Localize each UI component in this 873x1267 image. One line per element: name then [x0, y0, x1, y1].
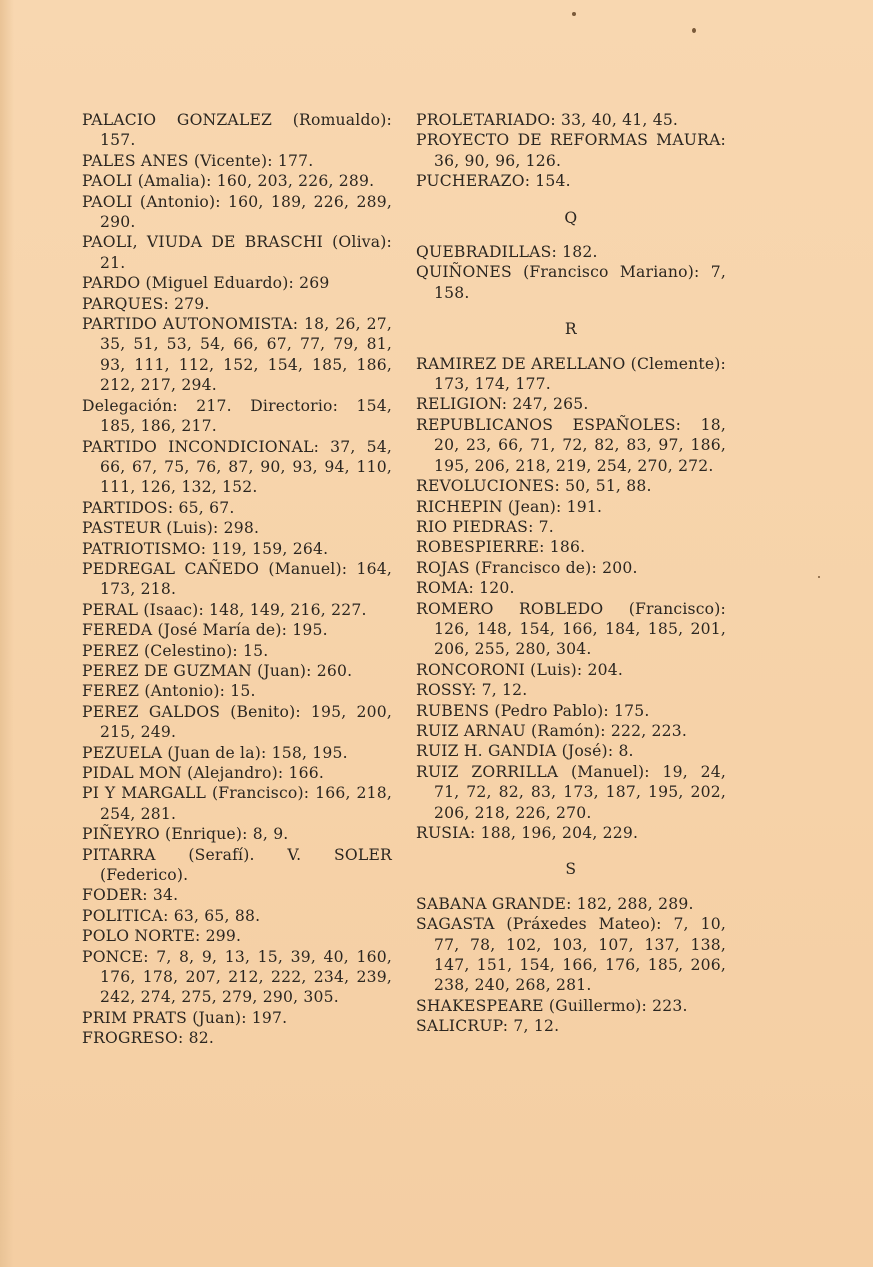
index-entry: RELIGION: 247, 265. — [416, 395, 589, 414]
section-letter-r: R — [564, 320, 578, 339]
index-entry: PARTIDO INCONDICIONAL: 37, 54, 66, 67, 75, 76, 87, 90, 93, 94, 110, 111, 126, 132, 152. — [82, 437, 392, 497]
index-entry: PERAL (Isaac): 148, 149, 216, 227. — [82, 600, 367, 619]
index-entry: ROMERO ROBLEDO (Francisco): 126, 148, 154, 166, 184, 185, 201, 206, 255, 280, 304. — [416, 599, 726, 659]
index-entry: PALES ANES (Vicente): 177. — [82, 151, 314, 170]
index-entry: PEREZ GALDOS (Benito): 195, 200, 215, 249. — [82, 702, 392, 742]
index-entry: REPUBLICANOS ESPAÑOLES: 18, 20, 23, 66, 71, 72, 82, 83, 97, 186, 195, 206, 218, 219, 254, 270, 272. — [416, 415, 726, 475]
index-entry: RUIZ ARNAU (Ramón): 222, 223. — [416, 721, 688, 740]
index-entry: POLITICA: 63, 65, 88. — [82, 906, 261, 925]
index-entry: PASTEUR (Luis): 298. — [82, 519, 260, 538]
index-entry: PEZUELA (Juan de la): 158, 195. — [82, 743, 348, 762]
index-entry: FEREZ (Antonio): 15. — [82, 682, 256, 701]
index-entry: SAGASTA (Práxedes Mateo): 7, 10, 77, 78, 102, 103, 107, 137, 138, 147, 151, 154, 166, 176, 185, 206, 238, 240, 268, 281. — [416, 915, 726, 995]
index-entry: PEREZ DE GUZMAN (Juan): 260. — [82, 661, 353, 680]
index-entry: RIO PIEDRAS: 7. — [416, 517, 554, 536]
index-entry: RONCORONI (Luis): 204. — [416, 660, 624, 679]
index-entry: RUBENS (Pedro Pablo): 175. — [416, 701, 650, 720]
index-entry: PARTIDO AUTONOMISTA: 18, 26, 27, 35, 51, 53, 54, 66, 67, 77, 79, 81, 93, 111, 112, 152, 154, 185, 186, 212, 217, 294. — [82, 315, 392, 395]
index-subentry: Delegación: 217. Directorio: 154, 185, 186, 217. — [82, 396, 392, 436]
index-entry: PARQUES: 279. — [82, 294, 210, 313]
index-entry: POLO NORTE: 299. — [82, 927, 242, 946]
paper-speck — [572, 12, 576, 16]
index-entry: RICHEPIN (Jean): 191. — [416, 497, 603, 516]
index-entry: PRIM PRATS (Juan): 197. — [82, 1008, 288, 1027]
index-entry: SHAKESPEARE (Guillermo): 223. — [416, 996, 688, 1015]
index-entry: PITARRA (Serafí). V. SOLER (Federico). — [82, 845, 392, 885]
index-entry: REVOLUCIONES: 50, 51, 88. — [416, 477, 652, 496]
index-entry: ROJAS (Francisco de): 200. — [416, 558, 638, 577]
section-letter-q: Q — [564, 208, 578, 227]
index-entry: RUIZ ZORRILLA (Manuel): 19, 24, 71, 72, 82, 83, 173, 187, 195, 202, 206, 218, 226, 270. — [416, 762, 726, 822]
index-entry: PEREZ (Celestino): 15. — [82, 641, 269, 660]
section-letter-s: S — [565, 860, 577, 879]
index-entry: PAOLI (Antonio): 160, 189, 226, 289, 290. — [82, 192, 392, 232]
index-entry: PALACIO GONZALEZ (Romualdo): 157. — [82, 111, 392, 150]
index-entry: QUEBRADILLAS: 182. — [416, 243, 598, 262]
index-entry: PARTIDOS: 65, 67. — [82, 498, 235, 517]
index-entry: PAOLI, VIUDA DE BRASCHI (Oliva): 21. — [82, 233, 392, 272]
index-entry: QUIÑONES (Francisco Mariano): 7, 158. — [416, 263, 726, 302]
index-entry: RAMIREZ DE ARELLANO (Clemente): 173, 174, 177. — [416, 354, 726, 394]
index-entry: PROYECTO DE REFORMAS MAURA: 36, 90, 96, 126. — [416, 131, 726, 170]
paper-speck — [818, 576, 820, 578]
index-entry: PONCE: 7, 8, 9, 13, 15, 39, 40, 160, 176, 178, 207, 212, 222, 234, 239, 242, 274, 275, 279, 290, 305. — [82, 947, 392, 1007]
index-entry: ROBESPIERRE: 186. — [416, 538, 586, 557]
index-entry: FODER: 34. — [82, 886, 179, 905]
index-entry: PAOLI (Amalia): 160, 203, 226, 289. — [82, 172, 375, 191]
index-column-right — [416, 110, 726, 1037]
page-edge-shadow — [0, 0, 14, 1267]
index-entry: SALICRUP: 7, 12. — [416, 1017, 560, 1036]
index-entry: RUSIA: 188, 196, 204, 229. — [416, 824, 639, 842]
index-entry: FEREDA (José María de): 195. — [82, 621, 328, 640]
index-entry: RUIZ H. GANDIA (José): 8. — [416, 742, 634, 761]
index-entry: PIDAL MON (Alejandro): 166. — [82, 764, 325, 782]
index-entry: SABANA GRANDE: 182, 288, 289. — [416, 894, 694, 913]
index-entry: PI Y MARGALL (Francisco): 166, 218, 254, 281. — [82, 784, 392, 823]
index-entry: FROGRESO: 82. — [82, 1029, 215, 1048]
index-entry: ROMA: 120. — [416, 579, 515, 598]
index-entry: PARDO (Miguel Eduardo): 269 — [82, 274, 330, 293]
paper-speck — [692, 28, 696, 33]
index-entry: PATRIOTISMO: 119, 159, 264. — [82, 539, 329, 558]
index-entry: PUCHERAZO: 154. — [416, 172, 571, 191]
index-column-left — [82, 110, 392, 1049]
index-entry: ROSSY: 7, 12. — [416, 681, 528, 700]
index-entry: PIÑEYRO (Enrique): 8, 9. — [82, 825, 289, 844]
index-entry: PEDREGAL CAÑEDO (Manuel): 164, 173, 218. — [82, 559, 392, 599]
index-entry: PROLETARIADO: 33, 40, 41, 45. — [416, 111, 679, 129]
